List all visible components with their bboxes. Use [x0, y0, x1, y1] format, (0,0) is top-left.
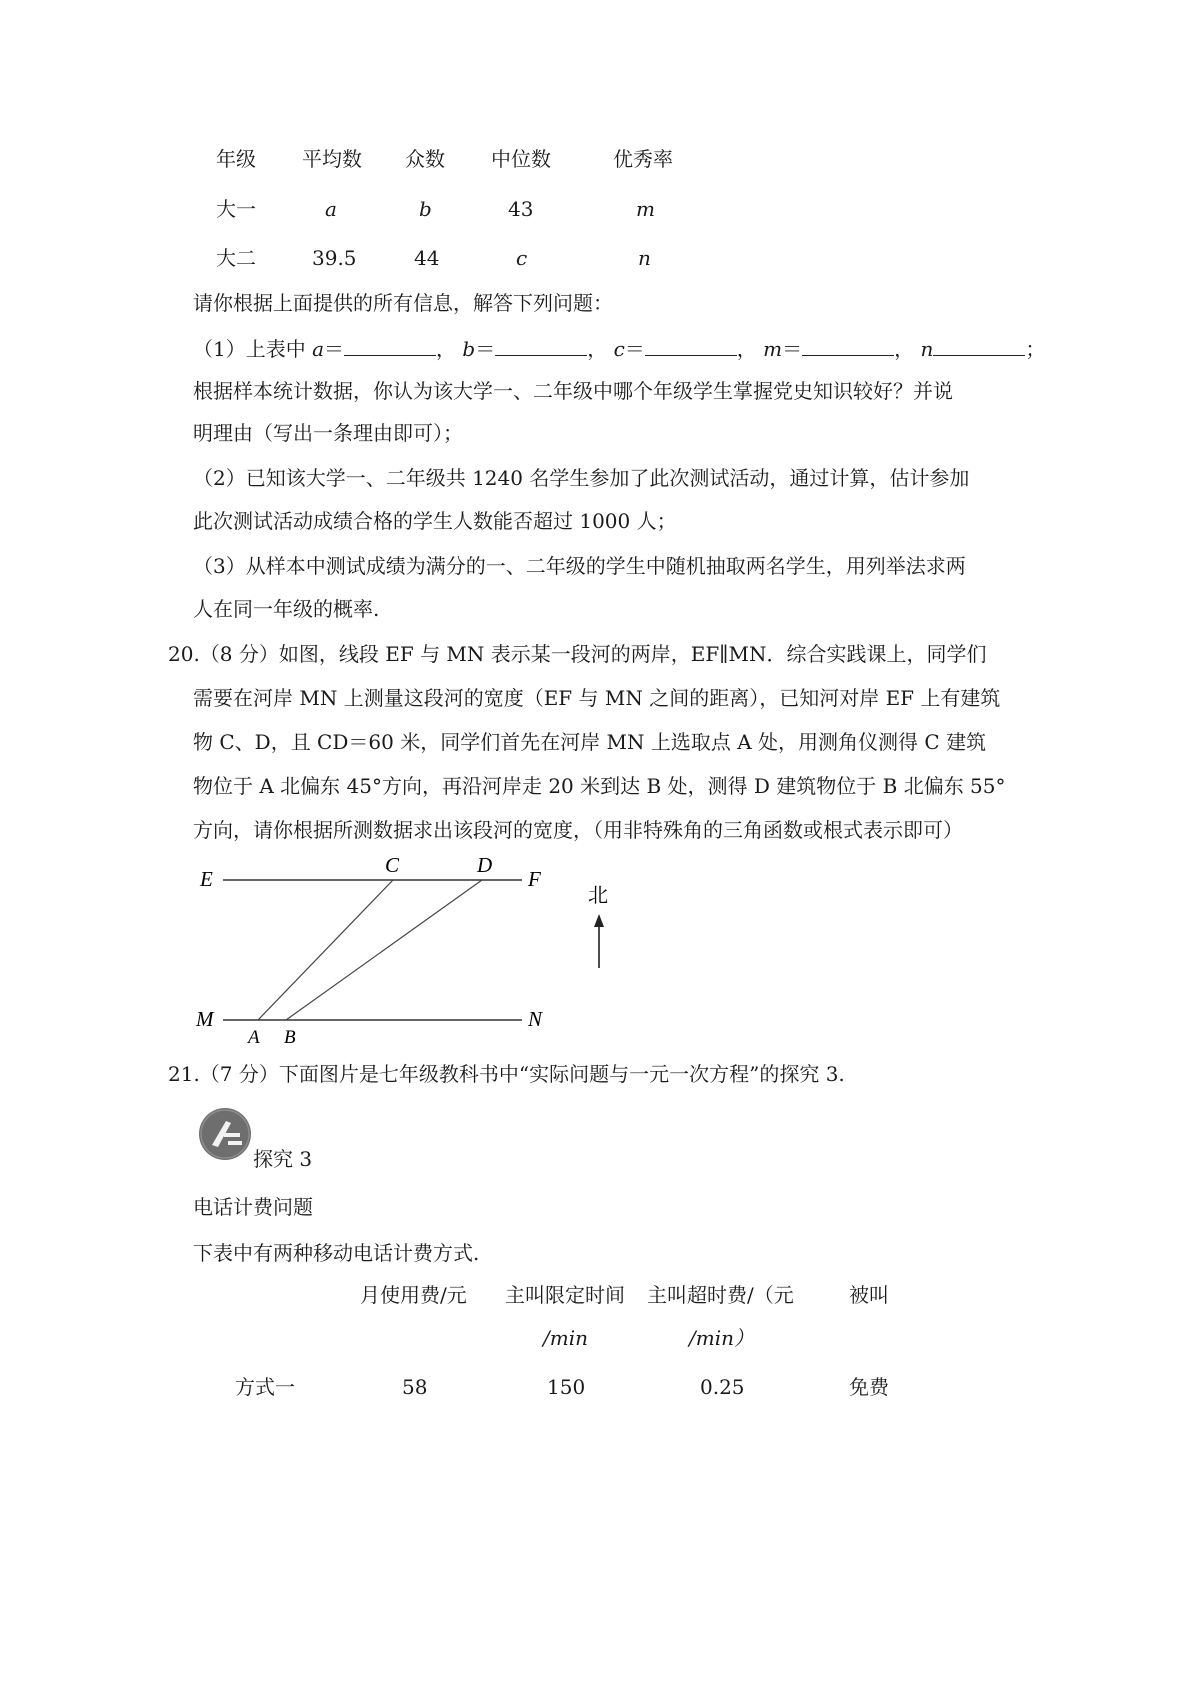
explore-label: 探究 3	[253, 1147, 313, 1171]
q19-part1-line2: 根据样本统计数据，你认为该大学一、二年级中哪个年级学生掌握党史知识较好？并说	[193, 379, 953, 403]
comma: ，	[894, 337, 915, 361]
var-c: c	[613, 337, 625, 361]
q19-part1-line1	[193, 336, 1045, 362]
table-row-2-mean: 39.5	[312, 246, 357, 270]
comma: ，	[436, 337, 457, 361]
eq-sign: ＝	[475, 337, 496, 361]
var-b: b	[462, 337, 476, 361]
table-header-mode: 众数	[405, 147, 445, 171]
table-row-1-mode: b	[419, 197, 432, 221]
billing-row-1-called: 免费	[849, 1375, 889, 1399]
comma: ，	[587, 337, 608, 361]
label-b: B	[284, 1027, 296, 1048]
billing-header-limit-time: 主叫限定时间	[505, 1283, 625, 1307]
explore-badge-icon	[198, 1107, 252, 1161]
q21-line1: 21.（7 分）下面图片是七年级教科书中“实际问题与一元一次方程”的探究 3.	[168, 1062, 845, 1086]
north-arrow-icon	[584, 880, 614, 972]
comma: ，	[736, 337, 757, 361]
q19-part3-line2: 人在同一年级的概率.	[193, 597, 380, 621]
table-header-grade: 年级	[216, 147, 256, 171]
table-row-2-median: c	[516, 246, 528, 270]
label-e: E	[200, 867, 213, 891]
blank-c[interactable]	[645, 337, 737, 356]
eq-sign: ＝	[324, 337, 345, 361]
billing-row-1-overtime: 0.25	[700, 1375, 745, 1399]
q20-line4: 物位于 A 北偏东 45°方向，再沿河岸走 20 米到达 B 处，测得 D 建筑物位于 B 北偏东 55°	[193, 774, 1006, 798]
billing-header-called: 被叫	[849, 1283, 889, 1307]
line-ac	[258, 880, 393, 1020]
billing-header-limit-unit: /min	[543, 1326, 588, 1350]
q21-title: 电话计费问题	[193, 1195, 313, 1219]
billing-header-overtime-fee: 主叫超时费/（元	[647, 1283, 794, 1307]
river-diagram	[190, 850, 630, 1050]
var-a: a	[312, 337, 325, 361]
billing-header-overtime-unit: /min）	[689, 1326, 754, 1350]
eq-sign: ＝	[782, 337, 803, 361]
table-header-excellent-rate: 优秀率	[613, 147, 673, 171]
billing-row-1-limit: 150	[547, 1375, 586, 1399]
q19-intro: 请你根据上面提供的所有信息，解答下列问题：	[193, 291, 613, 315]
var-n: n	[920, 337, 934, 361]
q19-part1-line3: 明理由（写出一条理由即可）；	[193, 421, 463, 445]
label-f: F	[528, 867, 541, 891]
table-row-1-median: 43	[508, 197, 534, 221]
label-m: M	[196, 1007, 214, 1031]
table-row-2-grade: 大二	[216, 246, 256, 270]
q20-line2: 需要在河岸 MN 上测量这段河的宽度（EF 与 MN 之间的距离），已知河对岸 EF 上有建筑	[193, 686, 1001, 710]
q19-part3-line1: （3）从样本中测试成绩为满分的一、二年级的学生中随机抽取两名学生，用列举法求两	[193, 554, 966, 578]
eq-sign: ＝	[624, 337, 645, 361]
q19-part1-prefix: （1）上表中	[193, 337, 306, 361]
blank-a[interactable]	[344, 337, 436, 356]
q21-desc: 下表中有两种移动电话计费方式.	[193, 1241, 480, 1265]
q19-part2-line2: 此次测试活动成绩合格的学生人数能否超过 1000 人；	[193, 509, 677, 533]
table-row-2-mode: 44	[414, 246, 440, 270]
blank-m[interactable]	[802, 337, 894, 356]
q20-line3: 物 C、D，且 CD＝60 米，同学们首先在河岸 MN 上选取点 A 处，用测角仪测得 C 建筑	[193, 730, 987, 754]
table-row-1-mean: a	[325, 197, 337, 221]
table-header-median: 中位数	[491, 147, 551, 171]
table-row-1-grade: 大一	[216, 197, 256, 221]
billing-row-1-fee: 58	[402, 1375, 428, 1399]
label-a: A	[248, 1027, 260, 1048]
q20-line5: 方向，请你根据所测数据求出该段河的宽度，（用非特殊角的三角函数或根式表示即可）	[193, 818, 963, 842]
table-header-mean: 平均数	[302, 147, 362, 171]
billing-header-monthly-fee: 月使用费/元	[360, 1283, 467, 1307]
table-row-1-rate: m	[636, 197, 655, 221]
label-d: D	[477, 853, 493, 877]
label-n: N	[528, 1007, 543, 1031]
q19-part2-line1: （2）已知该大学一、二年级共 1240 名学生参加了此次测试活动，通过计算，估计参加	[193, 466, 970, 490]
semicolon: ；	[1025, 337, 1046, 361]
blank-n[interactable]	[933, 337, 1025, 356]
billing-row-1-method: 方式一	[235, 1375, 295, 1399]
table-row-2-rate: n	[638, 246, 651, 270]
label-c: C	[385, 853, 400, 877]
q20-line1: 20.（8 分）如图，线段 EF 与 MN 表示某一段河的两岸，EF∥MN．综合实践课上，同学们	[168, 642, 987, 666]
var-m: m	[763, 337, 783, 361]
north-label: 北	[588, 885, 608, 907]
blank-b[interactable]	[495, 337, 587, 356]
line-bd	[286, 880, 482, 1020]
